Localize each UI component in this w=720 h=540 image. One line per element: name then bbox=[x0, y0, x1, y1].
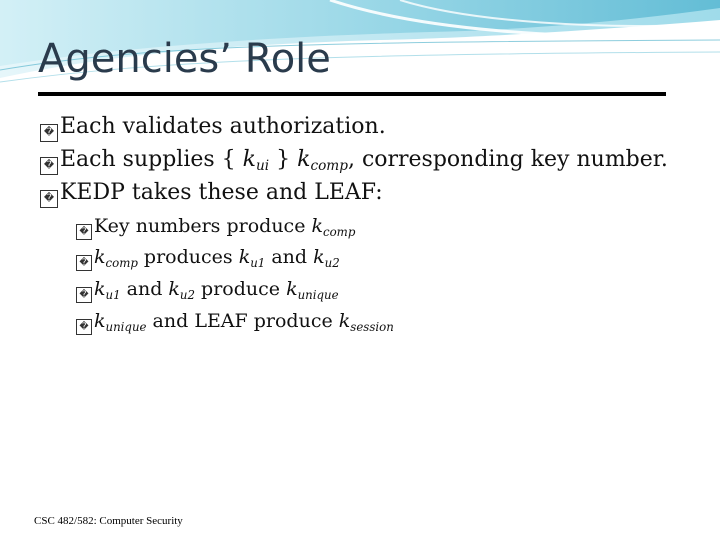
bullet-item bbox=[40, 180, 383, 208]
key-symbol: k bbox=[94, 310, 106, 332]
key-symbol: k bbox=[242, 147, 256, 172]
key-symbol: k bbox=[94, 278, 106, 300]
bullet-text: produce bbox=[195, 278, 287, 300]
bullet-item bbox=[40, 114, 386, 142]
key-subscript: comp bbox=[310, 158, 348, 174]
key-subscript: comp bbox=[105, 256, 138, 270]
title-underline bbox=[38, 92, 666, 96]
sub-bullet-item bbox=[76, 246, 340, 271]
key-symbol: k bbox=[238, 246, 251, 268]
bullet-glyph-icon: � bbox=[76, 287, 92, 303]
key-symbol: k bbox=[311, 215, 323, 237]
bullet-text: Key numbers produce bbox=[94, 215, 312, 237]
bullet-text: Each supplies { bbox=[60, 147, 243, 172]
key-subscript: u1 bbox=[250, 256, 266, 270]
key-subscript: ui bbox=[256, 158, 270, 174]
sub-bullet-item bbox=[76, 310, 394, 335]
bullet-text: KEDP takes these and LEAF: bbox=[60, 180, 383, 205]
key-subscript: u2 bbox=[179, 288, 195, 302]
key-symbol: k bbox=[297, 147, 311, 172]
key-symbol: k bbox=[338, 310, 351, 332]
key-symbol: k bbox=[313, 246, 325, 268]
bullet-text: and bbox=[265, 246, 314, 268]
bullet-glyph-icon: � bbox=[76, 255, 92, 271]
key-symbol: k bbox=[94, 246, 106, 268]
bullet-text: and LEAF produce bbox=[146, 310, 339, 332]
bullet-text: , corresponding key number. bbox=[347, 147, 668, 172]
key-subscript: session bbox=[350, 320, 394, 334]
bullet-text: produces bbox=[137, 246, 239, 268]
key-symbol: k bbox=[286, 278, 298, 300]
bullet-glyph-icon: � bbox=[76, 319, 92, 335]
bullet-glyph-icon: � bbox=[40, 190, 58, 208]
key-subscript: unique bbox=[297, 288, 339, 302]
bullet-text: } bbox=[269, 147, 298, 172]
key-subscript: unique bbox=[105, 320, 147, 334]
key-subscript: u1 bbox=[105, 288, 121, 302]
slide-title: Agencies’ Role bbox=[38, 36, 331, 82]
sub-bullet-item bbox=[76, 215, 355, 240]
sub-bullet-item bbox=[76, 278, 339, 303]
bullet-glyph-icon: � bbox=[76, 224, 92, 240]
slide-footer: CSC 482/582: Computer Security bbox=[34, 515, 183, 527]
bullet-glyph-icon: � bbox=[40, 124, 58, 142]
key-subscript: comp bbox=[323, 225, 356, 239]
key-symbol: k bbox=[168, 278, 180, 300]
bullet-text: Each validates authorization. bbox=[60, 114, 386, 139]
bullet-text: and bbox=[120, 278, 169, 300]
key-subscript: u2 bbox=[324, 256, 340, 270]
bullet-glyph-icon: � bbox=[40, 157, 58, 175]
bullet-item bbox=[40, 147, 668, 175]
